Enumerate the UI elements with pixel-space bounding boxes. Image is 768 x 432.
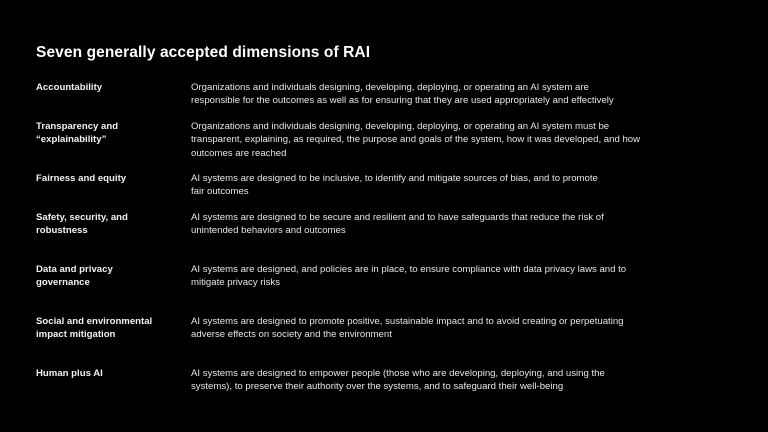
dimension-label <box>36 367 186 380</box>
desc-line: systems), to preserve their authority over the systems, and to safeguard their well-being <box>191 381 564 393</box>
label-line: Fairness and equity <box>36 173 127 184</box>
page-title: Seven generally accepted dimensions of RAI <box>36 44 371 61</box>
desc-line: unintended behaviors and outcomes <box>191 225 346 237</box>
desc-line: Organizations and individuals designing, developing, deploying, or operating an AI system are <box>191 82 589 93</box>
label-line: Data and privacy <box>36 264 113 275</box>
desc-line: adverse effects on society and the environment <box>191 329 392 341</box>
desc-line: AI systems are designed to be inclusive, to identify and mitigate sources of bias, and to promote <box>191 173 598 184</box>
dimension-description <box>191 211 691 238</box>
desc-line: AI systems are designed to promote positive, sustainable impact and to avoid creating or perpetuating <box>191 316 624 327</box>
desc-line: responsible for the outcomes as well as for ensuring that they are used appropriately and effectively <box>191 95 614 107</box>
label-line: Transparency and <box>36 121 119 132</box>
desc-line: AI systems are designed to be secure and resilient and to have safeguards that reduce the risk of <box>191 212 604 223</box>
label-line: Social and environmental <box>36 316 153 327</box>
desc-line: AI systems are designed, and policies are in place, to ensure compliance with data privacy laws and to <box>191 264 627 275</box>
label-line: Human plus AI <box>36 368 103 379</box>
dimension-description <box>191 367 691 394</box>
dimension-description <box>191 172 691 199</box>
label-line: governance <box>36 277 90 289</box>
dimension-label <box>36 81 186 94</box>
dimension-label <box>36 315 186 342</box>
label-line: robustness <box>36 225 88 237</box>
dimension-description <box>191 120 691 160</box>
label-line: “explainability” <box>36 134 107 146</box>
dimension-description <box>191 315 691 342</box>
desc-line: Organizations and individuals designing, developing, deploying, or operating an AI system must be <box>191 121 610 132</box>
desc-line: fair outcomes <box>191 186 249 198</box>
dimension-label <box>36 120 186 147</box>
desc-line: transparent, explaining, as required, the purpose and goals of the system, how it was developed, and how <box>191 134 641 146</box>
dimension-label <box>36 263 186 290</box>
dimension-description <box>191 81 691 108</box>
label-line: impact mitigation <box>36 329 116 341</box>
dimension-description <box>191 263 691 290</box>
label-line: Safety, security, and <box>36 212 128 223</box>
desc-line: outcomes are reached <box>191 147 287 159</box>
desc-line: AI systems are designed to empower people (those who are developing, deploying, and using the <box>191 368 605 379</box>
desc-line: mitigate privacy risks <box>191 277 281 289</box>
dimension-label <box>36 211 186 238</box>
label-line: Accountability <box>36 82 103 93</box>
dimension-label <box>36 172 186 185</box>
